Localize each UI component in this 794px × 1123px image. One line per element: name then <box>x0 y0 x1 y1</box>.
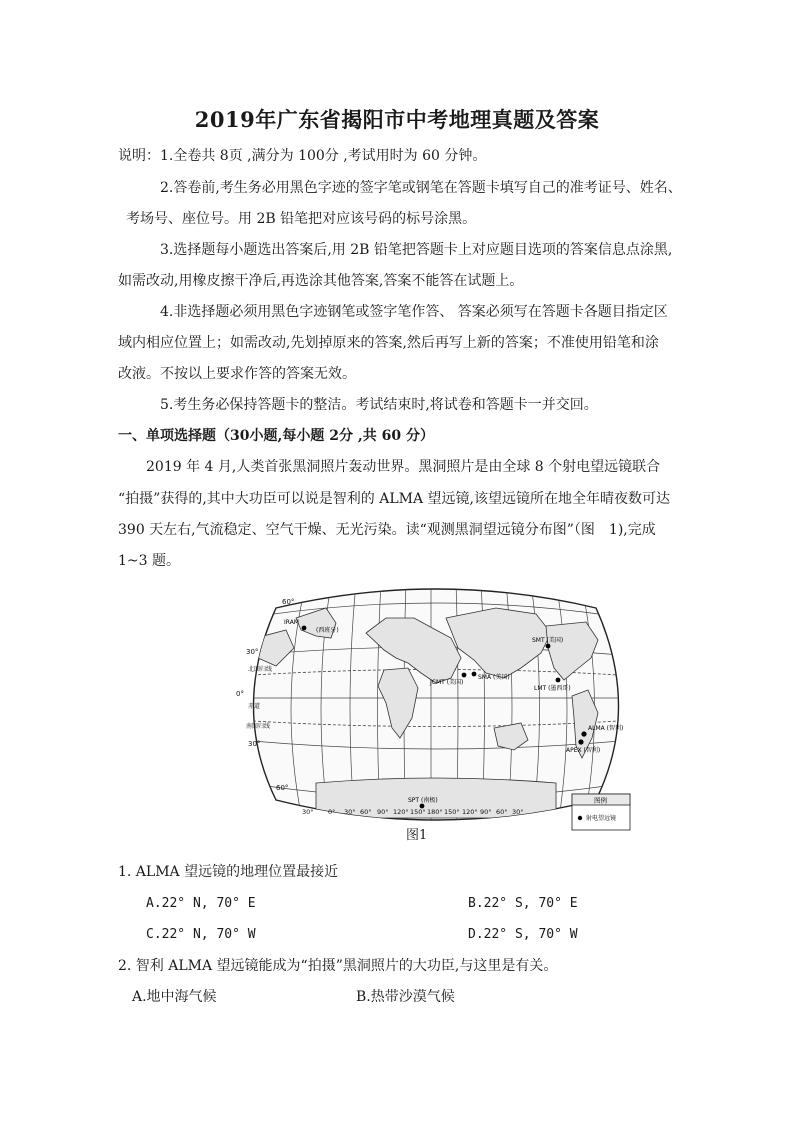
note-3a: 3.选择题每小题选出答案后,用 2B 铅笔把答题卡上对应题目选项的答案信息点涂黑, <box>160 242 673 258</box>
lat-name: 赤道 <box>248 703 261 710</box>
station-sma <box>472 672 477 677</box>
station-label: ALMA (智利) <box>588 725 624 732</box>
station-label: APEX (智利) <box>566 747 601 754</box>
question-1-option-b: B.22° S, 70° E <box>468 896 578 911</box>
lon-labels <box>302 808 524 816</box>
station-alma <box>581 731 586 736</box>
intro-line-1: 2019 年 4 月,人类首张黑洞照片轰动世界。黑洞照片是由全球 8 个射电望远镜联合 <box>146 459 661 475</box>
lon-label: 90° <box>480 808 492 816</box>
lat-label: 60° <box>276 784 289 792</box>
station-apex <box>578 739 583 744</box>
station-label: SMA (美国) <box>478 674 510 681</box>
note-4a: 4.非选择题必须用黑色字迹钢笔或签字笔作答、 答案必须写在答题卡各题目指定区 <box>160 304 668 320</box>
lon-label: 120° <box>393 808 409 816</box>
lat-label: 30° <box>248 740 261 748</box>
lon-label: 30° <box>302 808 314 816</box>
station-label: LMT (墨西哥) <box>534 685 571 692</box>
lon-label: 30° <box>512 808 524 816</box>
lat-label: 30° <box>246 648 259 656</box>
question-2-option-a: A.地中海气候 <box>132 989 217 1005</box>
station-jcmt <box>462 673 467 678</box>
station-label: IRAM <box>284 619 299 626</box>
section-heading: 一、单项选择题（30小题,每小题 2分 ,共 60 分） <box>118 428 434 444</box>
world-map-figure <box>236 578 636 846</box>
question-2-option-b: B.热带沙漠气候 <box>356 989 455 1005</box>
lon-label: 150° <box>410 808 426 816</box>
station-iram <box>302 626 307 631</box>
note-1: 说明：1.全卷共 8页 ,满分为 100分 ,考试用时为 60 分钟。 <box>118 148 487 164</box>
lon-label: 0° <box>328 808 336 816</box>
figure-caption: 图1 <box>406 828 428 843</box>
legend-item: 射电望远镜 <box>586 815 617 822</box>
lon-label: 60° <box>496 808 508 816</box>
lat-name: 北回归线 <box>248 666 273 673</box>
lon-label: 120° <box>462 808 478 816</box>
legend-dot-icon <box>578 816 582 820</box>
lon-label: 30° <box>344 808 356 816</box>
lon-label: 150° <box>444 808 460 816</box>
question-1-option-d: D.22° S, 70° W <box>468 927 578 942</box>
note-2a: 2.答卷前,考生务必用黑色字迹的签字笔或钢笔在答题卡填写自己的准考证号、姓名、 <box>160 180 682 196</box>
lon-label: 180° <box>427 808 443 816</box>
lat-name: 南回归线 <box>246 723 271 730</box>
map-legend <box>572 794 630 830</box>
station-smt <box>546 644 551 649</box>
question-1-option-c: C.22° N, 70° W <box>146 927 256 942</box>
station-label: SMT (美国) <box>532 637 564 644</box>
intro-line-4: 1~3 题。 <box>118 553 180 569</box>
note-5: 5.考生务必保持答题卡的整洁。考试结束时,将试卷和答题卡一并交回。 <box>160 397 598 413</box>
lat-label: 60° <box>282 598 295 606</box>
note-3b: 如需改动,用橡皮擦干净后,再选涂其他答案,答案不能答在试题上。 <box>118 273 524 289</box>
station-label: SPT (南极) <box>408 797 438 804</box>
intro-line-3: 390 天左右,气流稳定、空气干燥、无光污染。读“观测黑洞望远镜分布图”（图 1),完成 <box>118 522 656 538</box>
question-1-stem: 1. ALMA 望远镜的地理位置最接近 <box>118 864 339 880</box>
page-title: 2019年广东省揭阳市中考地理真题及答案 <box>194 107 600 132</box>
note-4b: 域内相应位置上；如需改动,先划掉原来的答案,然后再写上新的答案；不准使用铅笔和涂 <box>118 335 659 351</box>
station-lmt <box>556 678 561 683</box>
station-label: JCMT (美国) <box>430 679 464 686</box>
question-2-stem: 2. 智利 ALMA 望远镜能成为“拍摄”黑洞照片的大功臣,与这里是有关。 <box>118 958 558 974</box>
legend-title: 图例 <box>594 796 607 805</box>
lon-label: 90° <box>377 808 389 816</box>
note-4c: 改液。不按以上要求作答的答案无效。 <box>118 366 356 382</box>
station-label: (西班牙) <box>316 627 339 634</box>
lon-label: 60° <box>360 808 372 816</box>
note-2b: 考场号、座位号。用 2B 铅笔把对应该号码的标号涂黑。 <box>126 211 477 227</box>
question-1-option-a: A.22° N, 70° E <box>146 896 256 911</box>
intro-line-2: “拍摄”获得的,其中大功臣可以说是智利的 ALMA 望远镜,该望远镜所在地全年晴夜数可达 <box>118 491 670 507</box>
lat-label: 0° <box>236 690 244 698</box>
